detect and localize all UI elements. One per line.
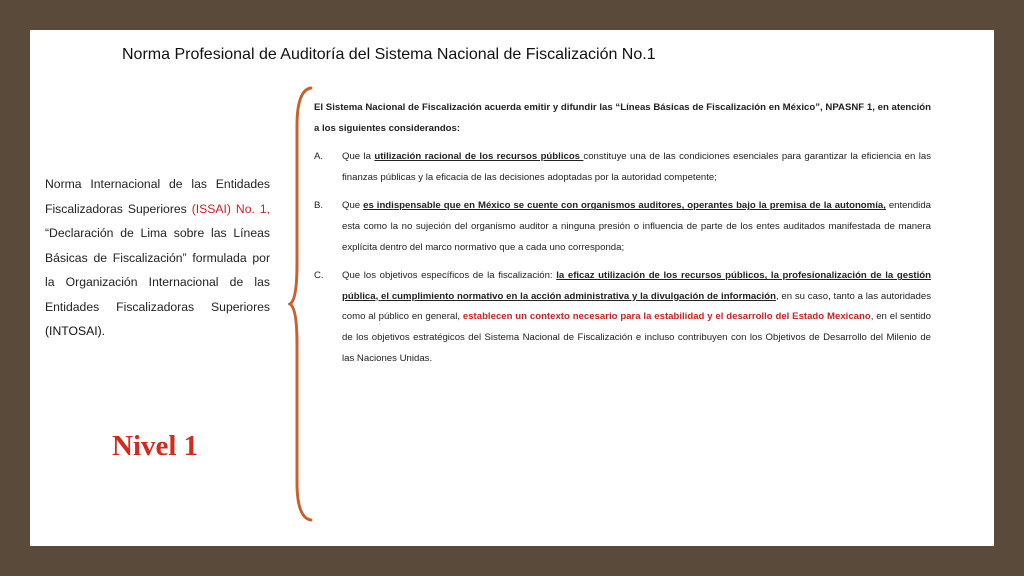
slide: [30, 30, 994, 546]
slide-title: Norma Profesional de Auditoría del Sistema Nacional de Fiscalización No.1: [122, 46, 656, 63]
underlined-segment: es indispensable que en México se cuente con organismos auditores, operantes bajo la premisa de la autonomía,: [363, 200, 886, 212]
left-description: [45, 172, 270, 344]
text-segment: , en el sentido de los objetivos estratégicos del Sistema Nacional de Fiscalización e incluso contribuyen con los Objetivos de Desarrollo del Milenio de las Naciones Unidas.: [342, 311, 931, 364]
left-text-1: Norma Internacional de las Entidades Fiscalizadoras Superiores: [45, 177, 270, 216]
text-segment: , en su caso, tanto a las autoridades como al público en general,: [342, 290, 931, 323]
item-text: [342, 196, 931, 258]
underlined-segment: utilización racional de los recursos públicos: [374, 151, 584, 163]
left-text-2: “Declaración de Lima sobre las Líneas Básicas de Fiscalización” formulada por la Organización Internacional de las Entidades Fiscalizadoras Superiores: [45, 226, 270, 314]
text-segment: entendida esta como la no sujeción del organismo auditor a ninguna presión o influencia de parte de los entes auditados manifestada de manera explícita dentro del marco normativo que a cada uno corresponda;: [342, 200, 931, 253]
considerando-b: [314, 196, 931, 258]
considerandos: [314, 98, 931, 377]
intro-paragraph: El Sistema Nacional de Fiscalización acuerda emitir y difundir las “Líneas Básicas de Fiscalización en México”, NPASNF 1, en atención a los siguientes considerandos:: [314, 102, 931, 134]
item-text: [342, 147, 931, 188]
item-letter: B.: [314, 200, 324, 212]
considerando-c: [314, 266, 931, 369]
text-segment: Que la: [342, 151, 375, 163]
considerando-a: [314, 147, 931, 188]
item-text: [342, 266, 931, 369]
text-segment: Que: [342, 200, 364, 212]
text-segment: constituye una de las condiciones esenciales para garantizar la eficiencia en las finanzas públicas y la eficacia de las decisiones adoptadas por la autoridad competente;: [342, 151, 932, 183]
curly-brace-icon: [288, 86, 314, 522]
issai-reference: (ISSAI) No. 1,: [191, 201, 270, 216]
intosai-reference: (INTOSAI).: [45, 324, 106, 338]
item-letter: A.: [314, 151, 324, 163]
highlighted-segment: establecen un contexto necesario para la estabilidad y el desarrollo del Estado Mexicano: [462, 311, 871, 323]
text-segment: Que los objetivos específicos de la fiscalización:: [342, 270, 557, 282]
item-letter: C.: [314, 270, 324, 282]
level-label: Nivel 1: [112, 430, 199, 462]
underlined-segment: la eficaz utilización de los recursos públicos, la profesionalización de la gestión pública, el cumplimiento normativo en la acción administrativa y la divulgación de información: [342, 270, 931, 302]
